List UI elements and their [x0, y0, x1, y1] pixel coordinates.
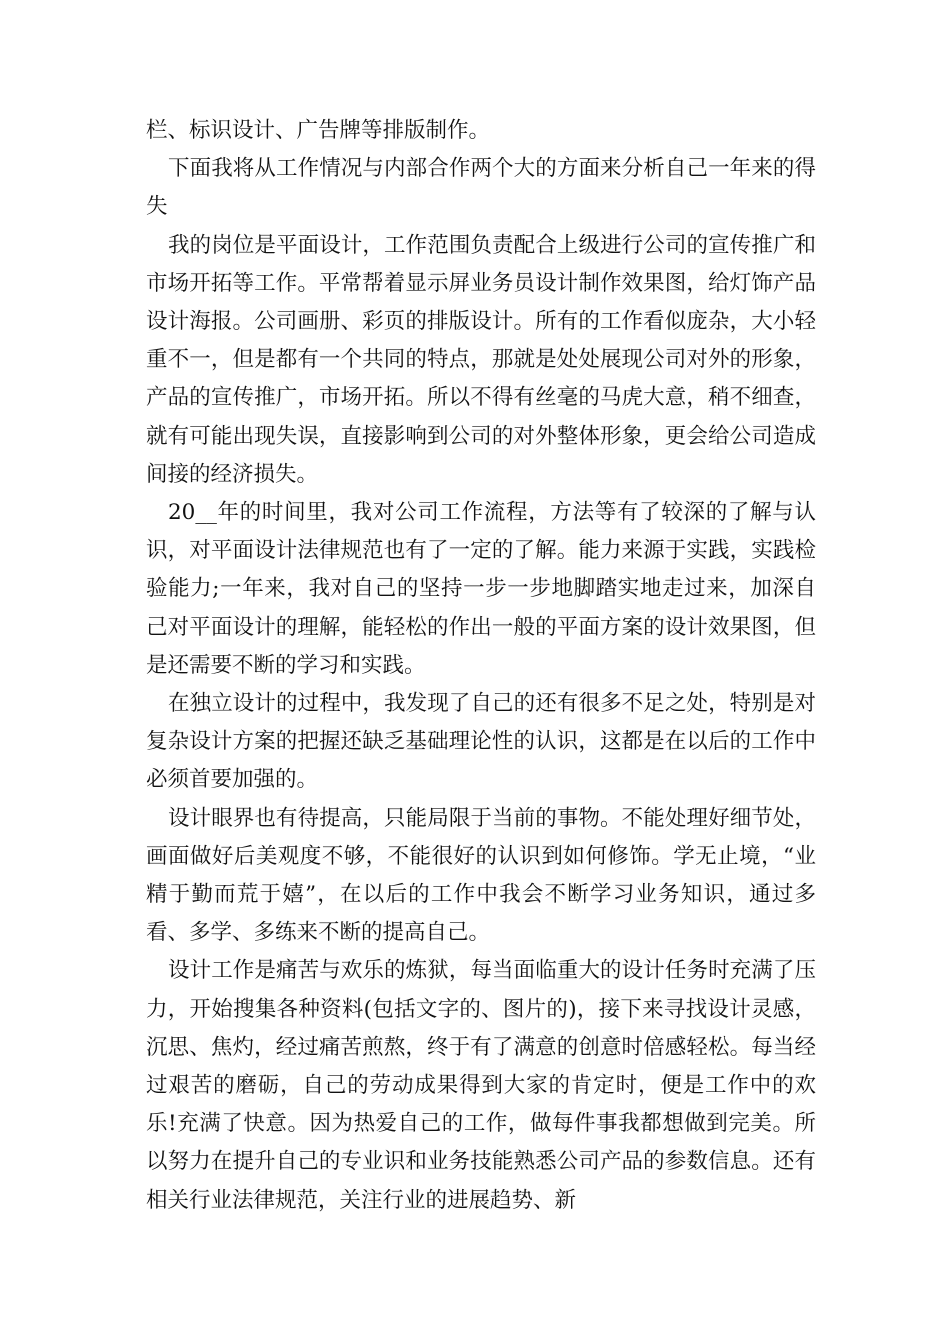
paragraph-5: 在独立设计的过程中，我发现了自己的还有很多不足之处，特别是对复杂设计方案的把握还缺乏基础理论性的认识，这都是在以后的工作中必须首要加强的。 — [146, 691, 816, 793]
paragraph-4: 20__年的时间里，我对公司工作流程，方法等有了较深的了解与认识，对平面设计法律规范也有了一定的了解。能力来源于实践，实践检验能力;一年来，我对自己的坚持一步一步地脚踏实地走过来，加深自己对平面设计的理解，能轻松的作出一般的平面方案的设计效果图，但是还需要不断的学习和实践。 — [146, 500, 816, 678]
paragraph-1: 栏、标识设计、广告牌等排版制作。 — [146, 118, 491, 143]
paragraph-6: 设计眼界也有待提高，只能局限于当前的事物。不能处理好细节处，画面做好后美观度不够，不能很好的认识到如何修饰。学无止境，“业精于勤而荒于嬉”，在以后的工作中我会不断学习业务知识，通过多看、多学、多练来不断的提高自己。 — [146, 805, 816, 946]
paragraph-7: 设计工作是痛苦与欢乐的炼狱，每当面临重大的设计任务时充满了压力，开始搜集各种资料(包括文字的、图片的)，接下来寻找设计灵感，沉思、焦灼，经过痛苦煎熬，终于有了满意的创意时倍感轻松。每当经过艰苦的磨砺，自己的劳动成果得到大家的肯定时，便是工作中的欢乐!充满了快意。因为热爱自己的工作，做每件事我都想做到完美。所以努力在提升自己的专业识和业务技能熟悉公司产品的参数信息。还有相关行业法律规范，关注行业的进展趋势、新 — [146, 958, 816, 1213]
paragraph-2: 下面我将从工作情况与内部合作两个大的方面来分析自己一年来的得失 — [146, 156, 816, 220]
document-body — [146, 112, 816, 1220]
paragraph-3: 我的岗位是平面设计，工作范围负责配合上级进行公司的宣传推广和市场开拓等工作。平常帮着显示屏业务员设计制作效果图，给灯饰产品设计海报。公司画册、彩页的排版设计。所有的工作看似庞杂，大小轻重不一，但是都有一个共同的特点，那就是处处展现公司对外的形象，产品的宣传推广，市场开拓。所以不得有丝毫的马虎大意，稍不细查，就有可能出现失误，直接影响到公司的对外整体形象，更会给公司造成间接的经济损失。 — [146, 232, 816, 487]
